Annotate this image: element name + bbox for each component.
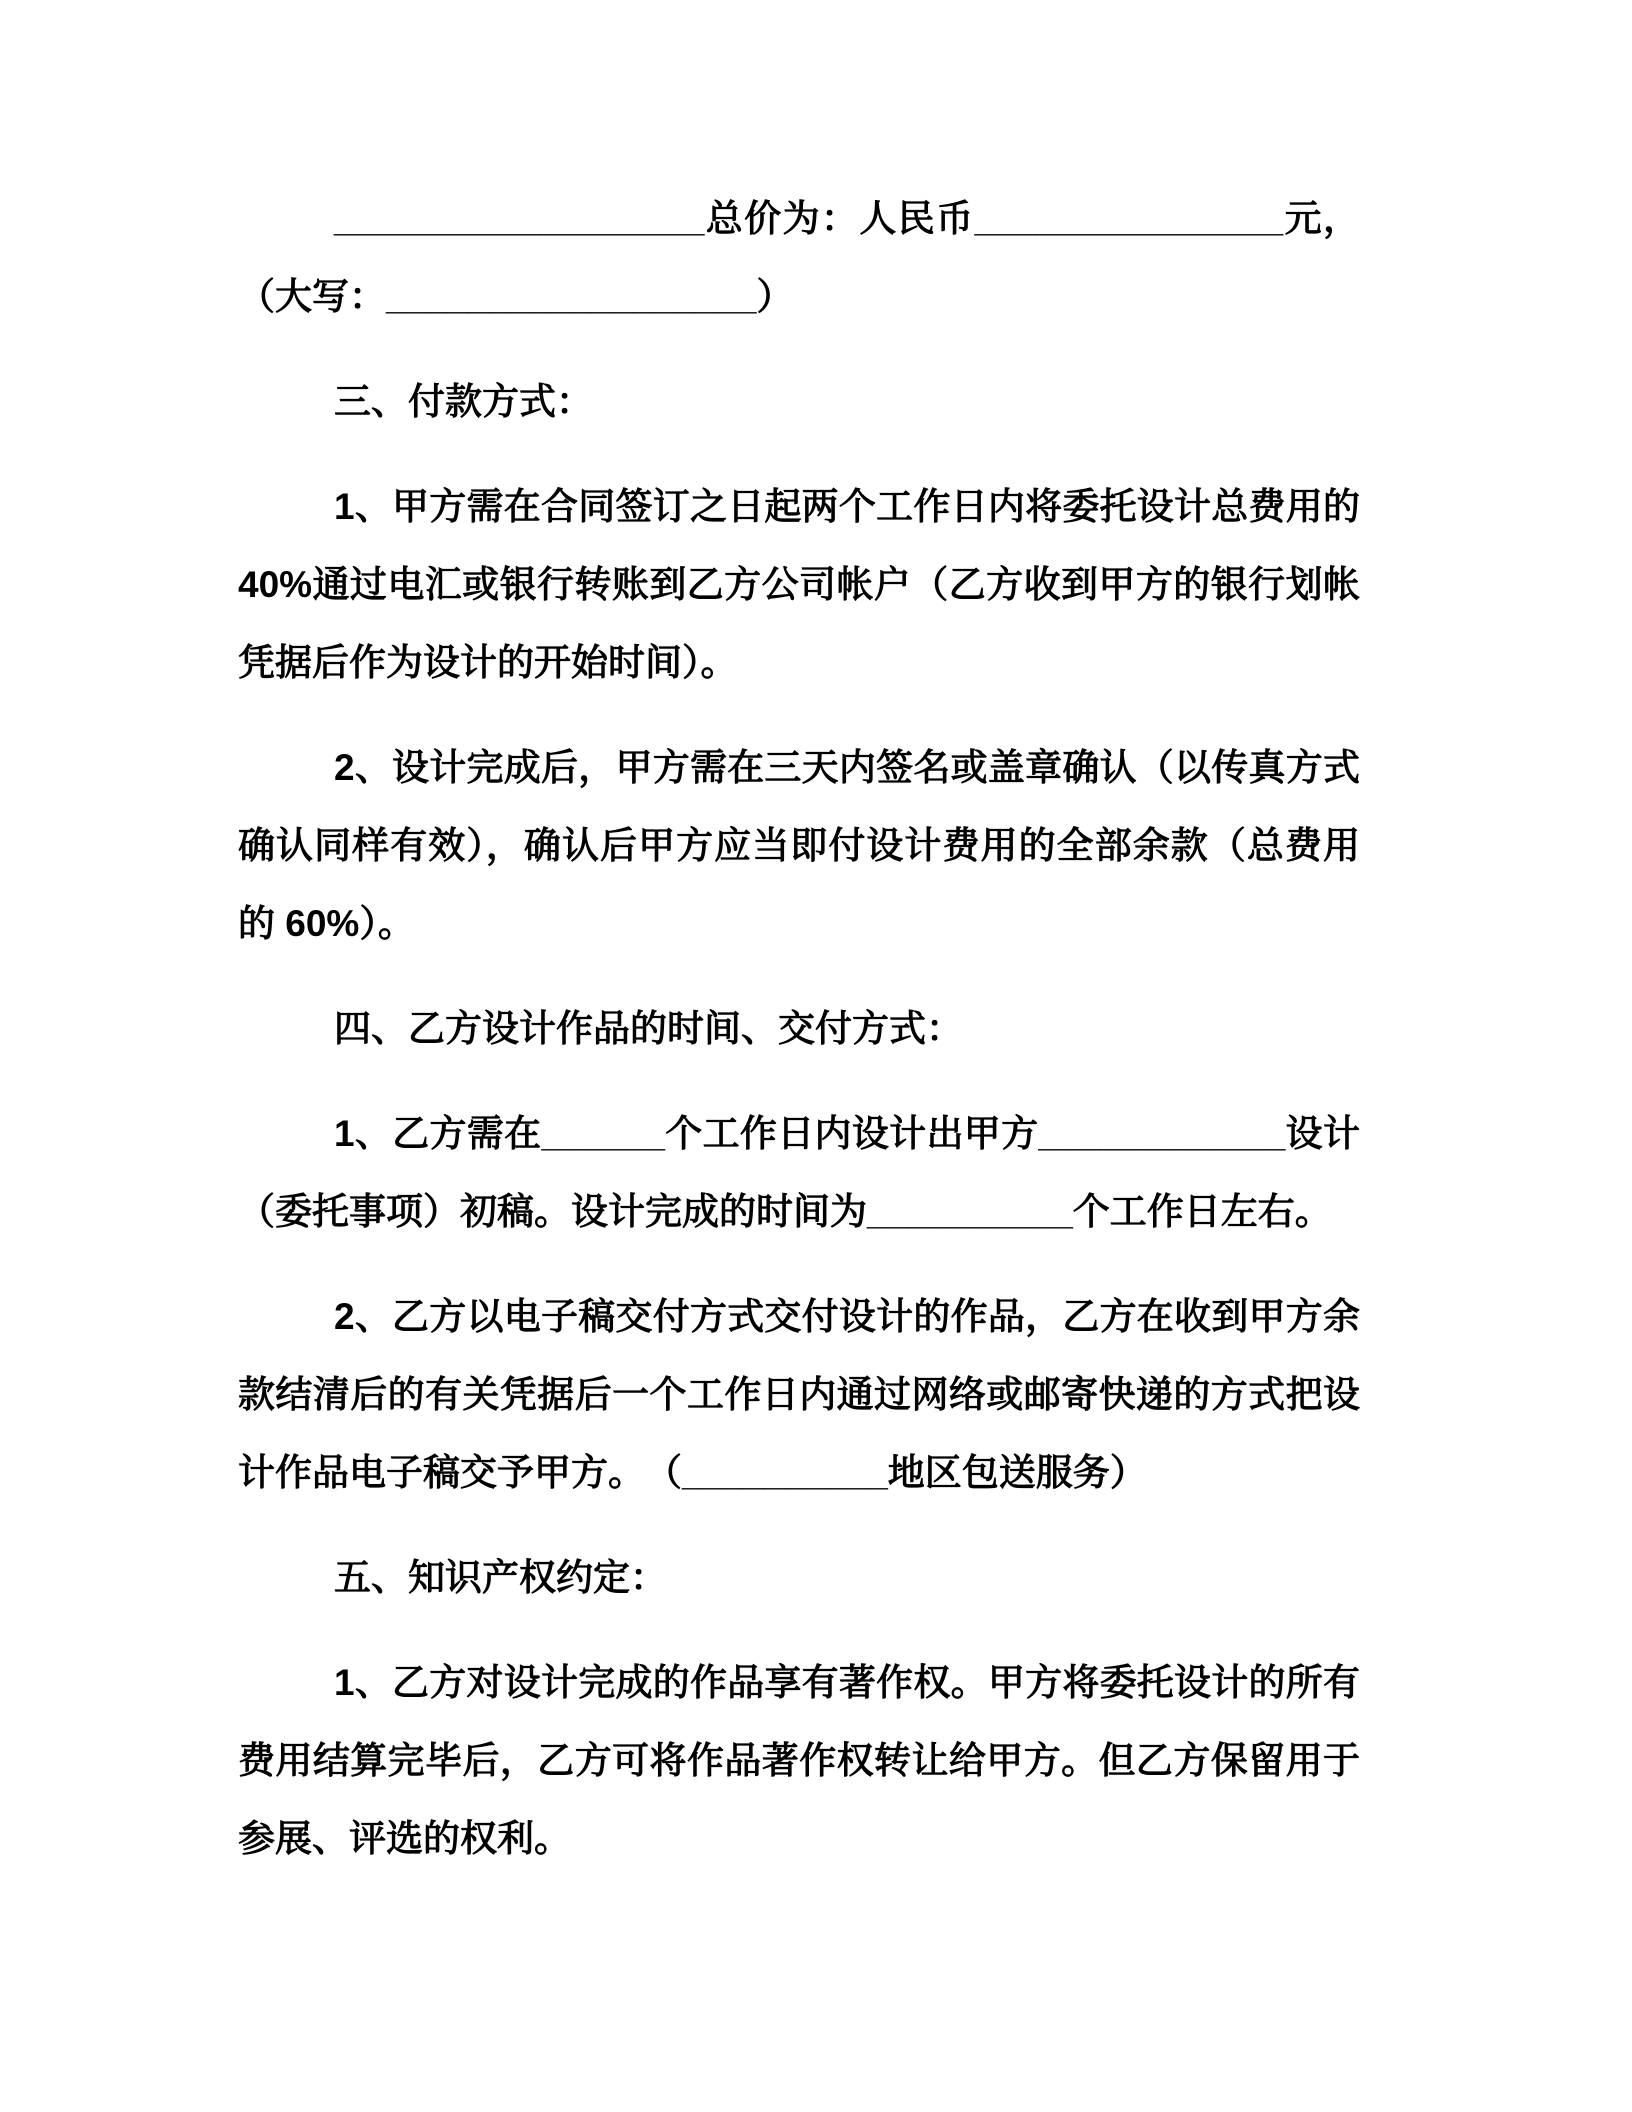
delivery-clause-1: 1、乙方需在______个工作日内设计出甲方____________设计（委托事项）初稿。设计完成的时间为__________个工作日左右。 <box>238 1113 1360 1232</box>
ip-rights-clause-1: 1、乙方对设计完成的作品享有著作权。甲方将委托设计的所有费用结算完毕后，乙方可将作品著作权转让给甲方。但乙方保留用于参展、评选的权利。 <box>238 1662 1360 1859</box>
delivery-clause-2: 2、乙方以电子稿交付方式交付设计的作品，乙方在收到甲方余款结清后的有关凭据后一个工作日内通过网络或邮寄快递的方式把设计作品电子稿交予甲方。 （__________地区包送服务） <box>238 1296 1360 1493</box>
section-heading-payment: 三、付款方式： <box>334 381 593 422</box>
total-price-line: __________________总价为：人民币_______________元，（大写：__________________） <box>238 198 1360 317</box>
payment-clause-2: 2、设计完成后，甲方需在三天内签名或盖章确认（以传真方式确认同样有效），确认后甲方应当即付设计费用的全部余款（总费用的 60%）。 <box>238 747 1360 944</box>
payment-clause-1: 1、甲方需在合同签订之日起两个工作日内将委托设计总费用的40%通过电汇或银行转账到乙方公司帐户（乙方收到甲方的银行划帐凭据后作为设计的开始时间）。 <box>238 486 1360 683</box>
section-heading-delivery: 四、乙方设计作品的时间、交付方式： <box>334 1008 963 1049</box>
section-heading-ip-rights: 五、知识产权约定： <box>334 1557 667 1598</box>
